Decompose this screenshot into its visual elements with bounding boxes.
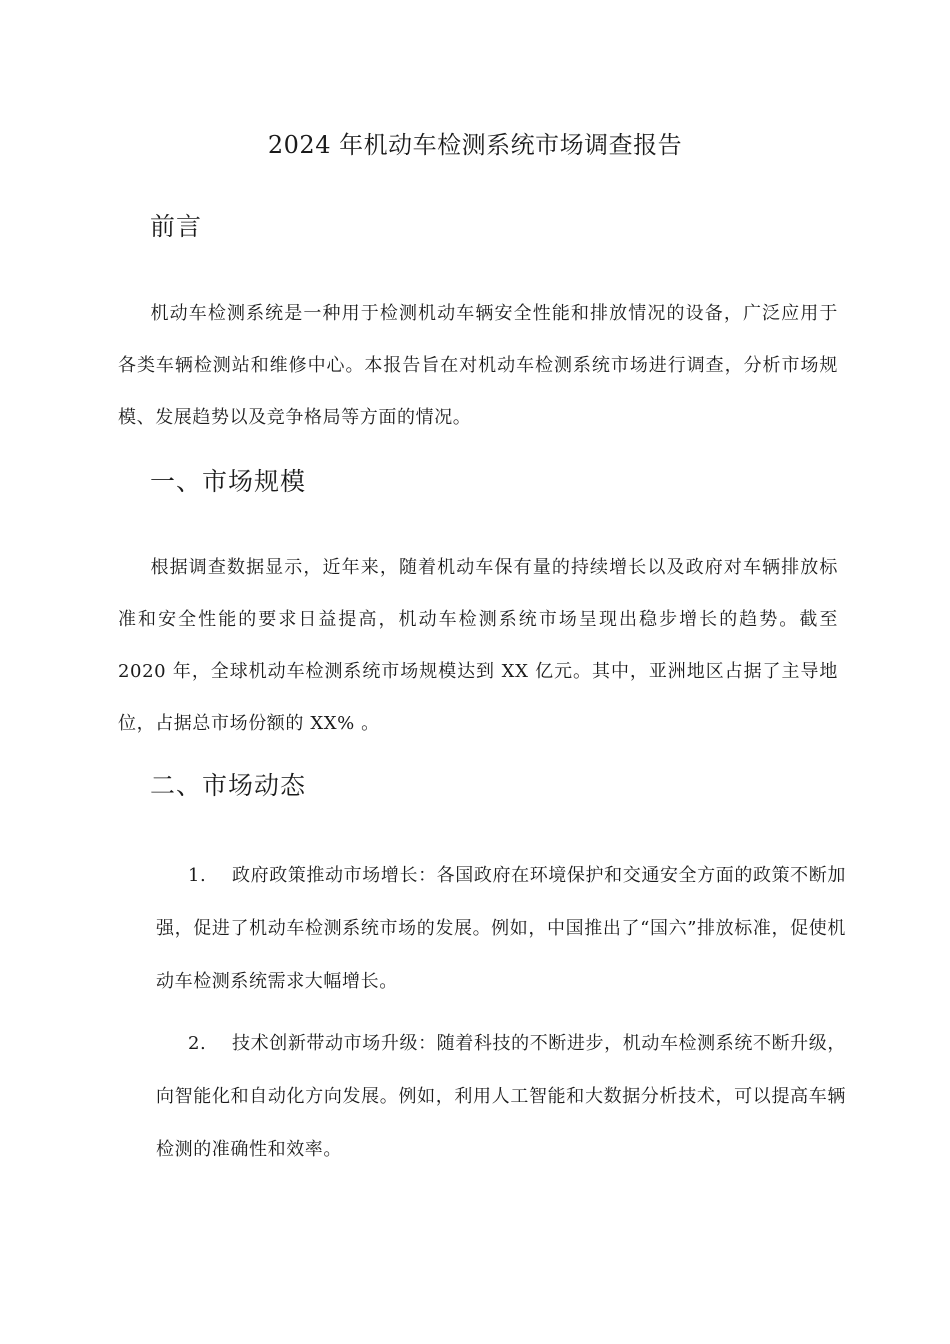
list-item-number: 2. [188, 1033, 207, 1054]
section-heading-market-size: 一、市场规模 [150, 467, 307, 496]
list-item [156, 849, 846, 1008]
preface-paragraph [118, 288, 838, 444]
list-item-text: 政府政策推动市场增长：各国政府在环境保护和交通安全方面的政策不断加强，促进了机动车检测系统市场的发展。例如，中国推出了“国六”排放标准，促使机动车检测系统需求大幅增长。 [156, 865, 846, 992]
market-size-paragraph [118, 542, 838, 750]
section-heading-preface: 前言 [150, 212, 203, 241]
document-title: 2024 年机动车检测系统市场调查报告 [267, 131, 683, 159]
list-item-number: 1. [188, 865, 207, 886]
market-size-paragraph-text: 根据调查数据显示，近年来，随着机动车保有量的持续增长以及政府对车辆排放标准和安全性能的要求日益提高，机动车检测系统市场呈现出稳步增长的趋势。截至 2020 年，全球机动车检测系统市场规模达到 XX 亿元。其中，亚洲地区占据了主导地位，占据总市场份额的 XX% 。 [118, 557, 838, 734]
list-item-text: 技术创新带动市场升级：随着科技的不断进步，机动车检测系统不断升级，向智能化和自动化方向发展。例如，利用人工智能和大数据分析技术，可以提高车辆检测的准确性和效率。 [156, 1033, 846, 1160]
section-heading-market-dynamics: 二、市场动态 [150, 771, 307, 800]
list-item [156, 1017, 846, 1176]
preface-paragraph-text: 机动车检测系统是一种用于检测机动车辆安全性能和排放情况的设备，广泛应用于各类车辆检测站和维修中心。本报告旨在对机动车检测系统市场进行调查，分析市场规模、发展趋势以及竞争格局等方面的情况。 [118, 303, 838, 428]
